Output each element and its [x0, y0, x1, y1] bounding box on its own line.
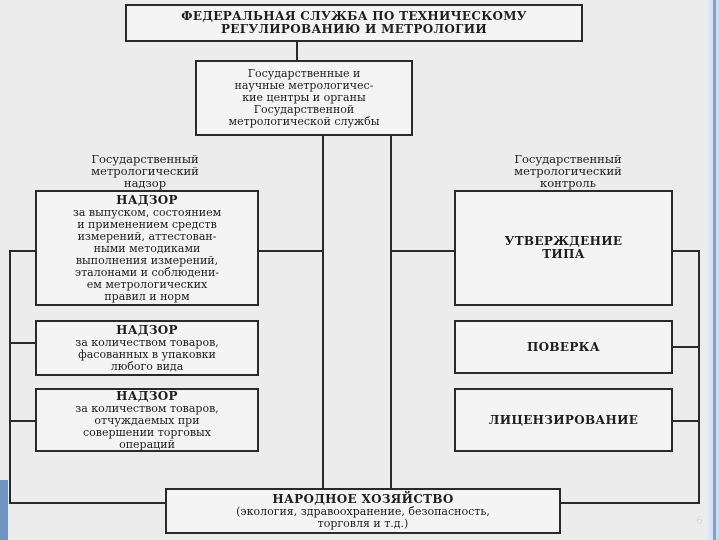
heading-line: Государственный: [514, 152, 622, 166]
federal-service-title-line2: РЕГУЛИРОВАНИЮ И МЕТРОЛОГИИ: [220, 22, 487, 36]
supervision-line: операций: [119, 437, 175, 451]
national-economy-box: [165, 488, 561, 534]
supervision-line: за количеством товаров,: [75, 401, 219, 415]
verification-box: [454, 320, 673, 374]
type-approval-box: [454, 190, 673, 306]
supervision-title: НАДЗОР: [116, 192, 178, 207]
supervision-measuring-instruments-box: [35, 190, 259, 306]
centers-line: Государственные и: [247, 67, 361, 80]
verification-label: ПОВЕРКА: [527, 339, 600, 354]
connector-left-outer-vertical: [9, 250, 11, 504]
supervision-title: НАДЗОР: [116, 388, 178, 403]
connector-main-vertical: [322, 136, 324, 488]
connector-left-to-bottom: [9, 502, 165, 504]
licensing-box: [454, 388, 673, 452]
heading-line: контроль: [540, 176, 596, 190]
metrological-supervision-heading: [55, 153, 235, 189]
supervision-line: любого вида: [110, 359, 184, 373]
type-approval-line: ТИПА: [542, 247, 585, 261]
supervision-line: фасованных в упаковки: [78, 347, 216, 361]
metrological-control-heading: [478, 153, 658, 189]
supervision-line: совершении торговых: [82, 425, 212, 439]
supervision-line: выполнения измерений,: [75, 253, 219, 267]
heading-line: надзор: [123, 176, 167, 190]
type-approval-line: УТВЕРЖДЕНИЕ: [504, 234, 623, 248]
metrology-centers-box: [195, 60, 413, 136]
connector-left-column-branch: [258, 250, 324, 252]
federal-service-box: [125, 4, 583, 42]
supervision-packaged-goods-box: [35, 320, 259, 376]
connector-center-right-vertical: [390, 136, 392, 488]
connector-right-box3: [672, 420, 700, 422]
supervision-line: отчуждаемых при: [94, 413, 200, 427]
connector-right-outer-vertical: [698, 250, 700, 504]
supervision-line: за количеством товаров,: [75, 335, 219, 349]
supervision-line: и применением средств: [77, 217, 217, 231]
supervision-line: измерений, аттестован-: [77, 229, 217, 243]
connector-top-to-centers: [296, 41, 298, 60]
centers-line: Государственной: [253, 103, 355, 116]
national-economy-line: (экология, здравоохранение, безопасность,: [236, 504, 490, 518]
centers-line: кие центры и органы: [242, 91, 366, 104]
connector-left-box1: [9, 250, 35, 252]
page-number: 6: [696, 514, 703, 527]
national-economy-title: НАРОДНОЕ ХОЗЯЙСТВО: [272, 491, 454, 506]
connector-right-box2: [672, 346, 700, 348]
connector-right-box1: [672, 250, 700, 252]
centers-line: метрологической службы: [228, 115, 380, 128]
heading-line: метрологический: [514, 164, 622, 178]
federal-service-title-line1: ФЕДЕРАЛЬНАЯ СЛУЖБА ПО ТЕХНИЧЕСКОМУ: [181, 9, 527, 23]
connector-left-box3: [9, 420, 35, 422]
supervision-trade-goods-box: [35, 388, 259, 452]
connector-right-to-bottom: [560, 502, 700, 504]
centers-line: научные метрологичес-: [234, 79, 374, 92]
supervision-line: ными методиками: [93, 241, 201, 255]
supervision-title: НАДЗОР: [116, 322, 178, 337]
national-economy-line: торговля и т.д.): [317, 516, 409, 530]
supervision-line: ем метрологических: [86, 277, 208, 291]
slide-corner-decoration: [0, 480, 8, 540]
supervision-line: за выпуском, состоянием: [72, 205, 222, 219]
heading-line: Государственный: [91, 152, 199, 166]
connector-right-column-branch: [390, 250, 454, 252]
heading-line: метрологический: [91, 164, 199, 178]
connector-left-box2: [9, 342, 35, 344]
supervision-line: эталонами и соблюдени-: [74, 265, 220, 279]
slide-edge-stripe: [713, 0, 716, 540]
supervision-line: правил и норм: [104, 289, 190, 303]
licensing-label: ЛИЦЕНЗИРОВАНИЕ: [488, 412, 639, 427]
